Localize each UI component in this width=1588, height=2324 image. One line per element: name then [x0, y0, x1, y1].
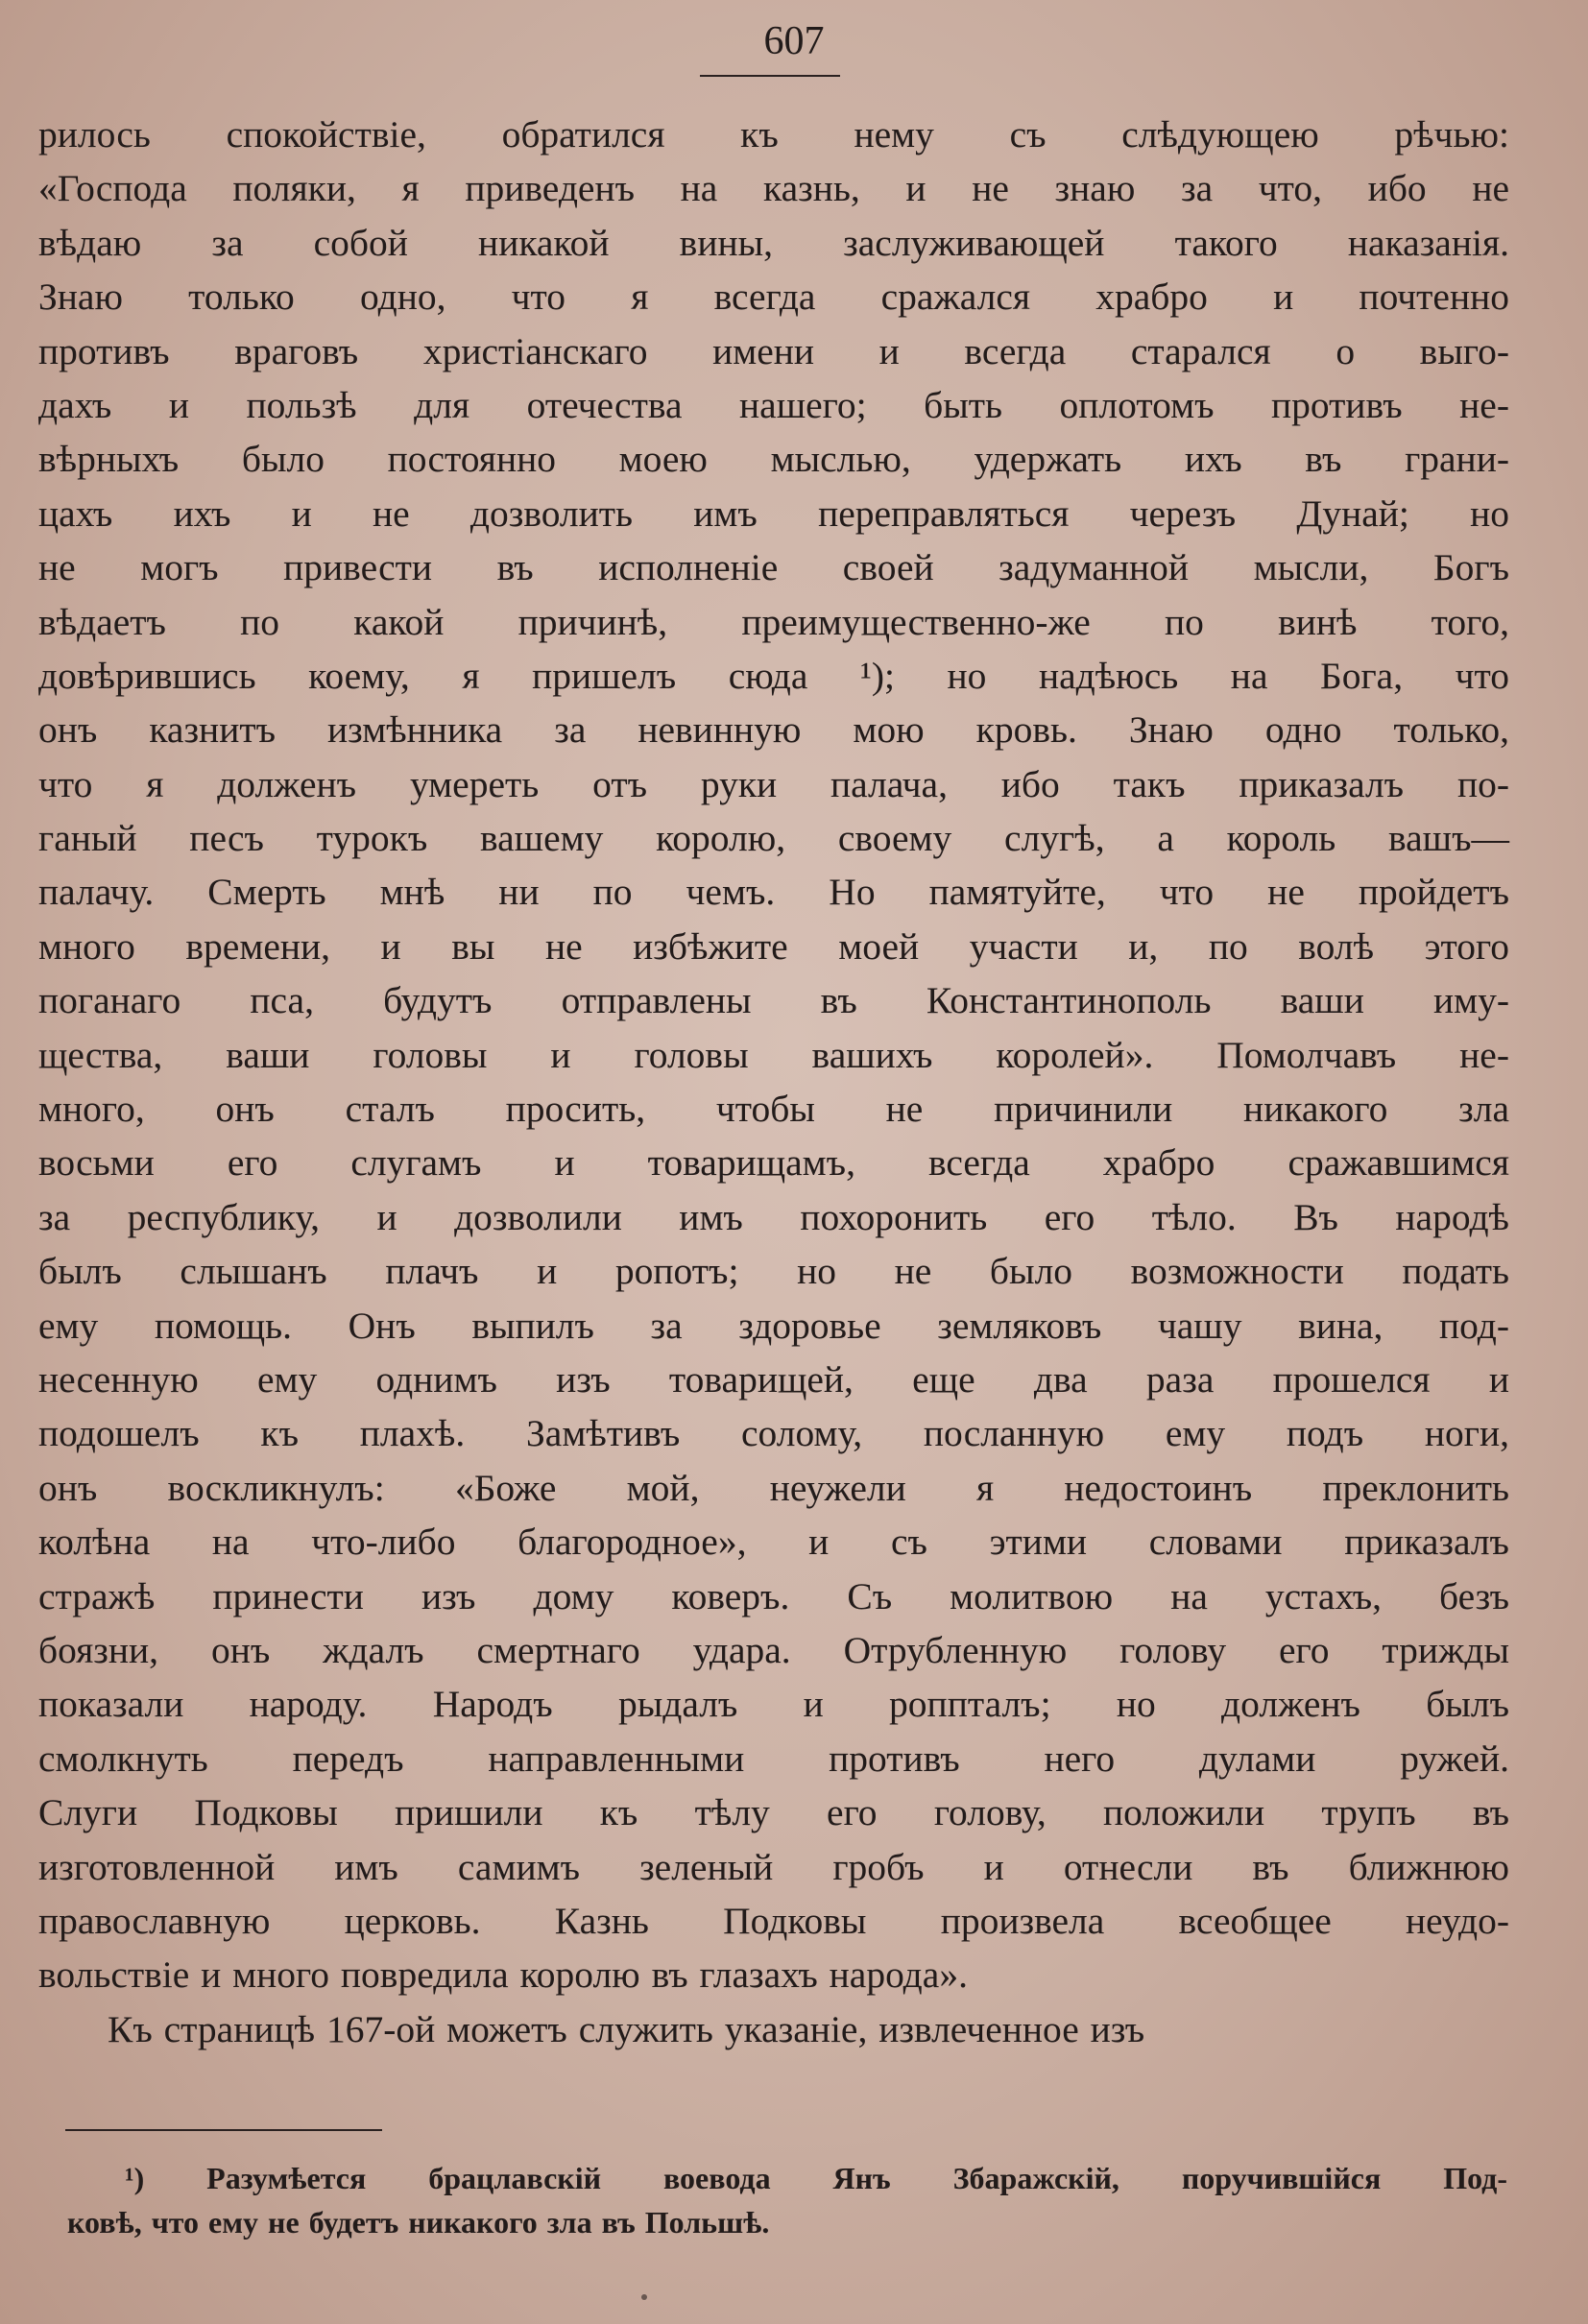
text-line: показали народу. Народъ рыдалъ и роппталъ; но долженъ былъ	[38, 1683, 1509, 1726]
text-line: вѣрныхъ было постоянно моею мыслью, удержать ихъ въ грани-	[38, 438, 1509, 481]
text-line: несенную ему однимъ изъ товарищей, еще два раза прошелся и	[38, 1357, 1509, 1401]
text-line: стражѣ принести изъ дому коверъ. Съ молитвою на устахъ, безъ	[38, 1574, 1509, 1617]
text-line: противъ враговъ христіанскаго имени и всегда старался о выго-	[38, 329, 1509, 372]
footnote	[67, 2156, 1507, 2244]
text-line: много времени, и вы не избѣжите моей участи и, по волѣ этого	[38, 924, 1509, 968]
footnote-line: ковѣ, что ему не будетъ никакого зла въ Польшѣ.	[67, 2205, 770, 2240]
text-line: вѣдаю за собой никакой вины, заслуживающей такого наказанія.	[38, 221, 1509, 264]
footnote-rule	[65, 2129, 382, 2131]
text-line: подошелъ къ плахѣ. Замѣтивъ солому, посланную ему подъ ноги,	[38, 1412, 1509, 1455]
text-line: ему помощь. Онъ выпилъ за здоровье земляковъ чашу вина, под-	[38, 1304, 1509, 1347]
text-line: вольствіе и много повредила королю въ глазахъ народа».	[38, 1953, 968, 1997]
text-line: поганаго пса, будутъ отправлены въ Константинополь ваши иму-	[38, 979, 1509, 1022]
text-line: за республику, и дозволили имъ похоронить его тѣло. Въ народѣ	[38, 1195, 1509, 1238]
text-line: рилось спокойствіе, обратился къ нему съ слѣдующею рѣчью:	[38, 113, 1509, 156]
text-line: довѣрившись коему, я пришелъ сюда ¹); но надѣюсь на Бога, что	[38, 654, 1509, 697]
text-line: ганый песъ турокъ вашему королю, своему слугѣ, а король вашъ—	[38, 817, 1509, 860]
ink-smudge	[641, 2294, 647, 2300]
text-line: колѣна на что-либо благородное», и съ этими словами приказалъ	[38, 1521, 1509, 1564]
body-text	[38, 108, 1509, 2056]
text-line: цахъ ихъ и не дозволить имъ переправляться черезъ Дунай; но	[38, 491, 1509, 535]
text-line: что я долженъ умереть отъ руки палача, ибо такъ приказалъ по-	[38, 762, 1509, 805]
text-line: Слуги Подковы пришили къ тѣлу его голову, положили трупъ въ	[38, 1791, 1509, 1834]
text-line: дахъ и пользѣ для отечества нашего; быть оплотомъ противъ не-	[38, 383, 1509, 426]
footnote-line: ¹) Разумѣется брацлавскій воевода Янъ Збаражскій, поручившійся Под-	[125, 2161, 1507, 2195]
text-line: много, онъ сталъ просить, чтобы не причинили никакого зла	[38, 1088, 1509, 1131]
text-line: изготовленной имъ самимъ зеленый гробъ и отнесли въ ближнюю	[38, 1845, 1509, 1888]
text-line: боязни, онъ ждалъ смертнаго удара. Отрубленную голову его трижды	[38, 1628, 1509, 1671]
text-line: восьми его слугамъ и товарищамъ, всегда храбро сражавшимся	[38, 1141, 1509, 1185]
text-line: смолкнуть передъ направленными противъ него дулами ружей.	[38, 1737, 1509, 1780]
header-rule	[700, 75, 840, 77]
text-line: вѣдаетъ по какой причинѣ, преимущественно-же по винѣ того,	[38, 600, 1509, 643]
text-line: палачу. Смерть мнѣ ни по чемъ. Но памятуйте, что не пройдетъ	[38, 871, 1509, 914]
text-line: щества, ваши головы и головы вашихъ королей». Помолчавъ не-	[38, 1033, 1509, 1076]
text-line: «Господа поляки, я приведенъ на казнь, и не знаю за что, ибо не	[38, 167, 1509, 210]
text-line: Знаю только одно, что я всегда сражался храбро и почтенно	[38, 276, 1509, 319]
text-line: былъ слышанъ плачъ и ропотъ; но не было возможности подать	[38, 1250, 1509, 1293]
text-line: онъ казнитъ измѣнника за невинную мою кровь. Знаю одно только,	[38, 708, 1509, 752]
page-number: 607	[763, 19, 825, 63]
text-line: онъ воскликнулъ: «Боже мой, неужели я недостоинъ преклонить	[38, 1466, 1509, 1509]
text-line: не могъ привести въ исполненіе своей задуманной мысли, Богъ	[38, 546, 1509, 589]
paragraph-start-line: Къ страницѣ 167-ой можетъ служить указаніе, извлеченное изъ	[108, 2007, 1145, 2050]
text-line: православную церковь. Казнь Подковы произвела всеобщее неудо-	[38, 1899, 1509, 1942]
